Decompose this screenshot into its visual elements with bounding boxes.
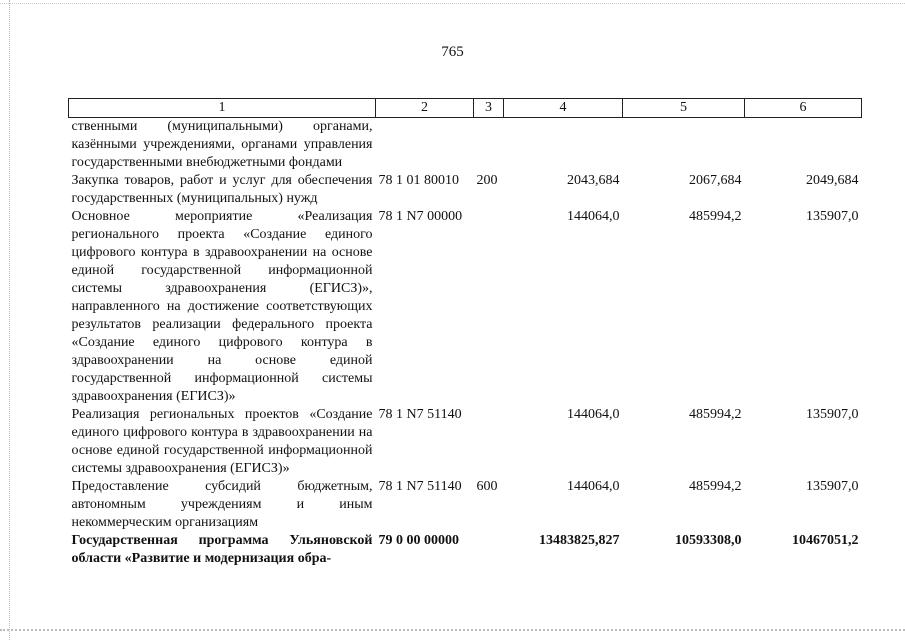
header-col-5: 5 xyxy=(623,99,745,118)
table-row xyxy=(69,478,862,532)
amount-year1-cell: 13483825,827 xyxy=(539,533,620,548)
table-row xyxy=(69,406,862,478)
code-cell: 79 0 00 00000 xyxy=(378,533,459,548)
budget-table xyxy=(68,98,862,568)
header-col-2: 2 xyxy=(376,99,474,118)
table-row xyxy=(69,118,862,173)
header-row xyxy=(69,99,862,118)
amount-year3-cell xyxy=(745,118,862,173)
amount-year3-cell: 135907,0 xyxy=(806,479,859,494)
table-row xyxy=(69,172,862,208)
header-col-1: 1 xyxy=(69,99,376,118)
amount-year2-cell: 2067,684 xyxy=(689,173,742,188)
name-cell: ственными (муниципальными) органами, казёнными учреждениями, органами управления государственными внебюджетными фондами xyxy=(71,119,373,170)
amount-year2-cell: 485994,2 xyxy=(689,479,742,494)
expense-type-cell: 600 xyxy=(476,479,498,494)
code-cell: 78 1 N7 51140 xyxy=(378,407,462,422)
amount-year3-cell: 135907,0 xyxy=(806,209,859,224)
expense-type-cell xyxy=(474,118,504,173)
scan-edge-top xyxy=(0,3,905,4)
amount-year3-cell: 10467051,2 xyxy=(792,533,859,548)
amount-year2-cell: 10593308,0 xyxy=(675,533,742,548)
name-cell: Реализация региональных проектов «Создание единого цифрового контура в здравоохранении на основе единой государственной информационной системы здравоохранения (ЕГИСЗ)» xyxy=(71,407,373,476)
page-number: 765 xyxy=(441,44,464,60)
amount-year1-cell: 144064,0 xyxy=(567,209,620,224)
table-row xyxy=(69,532,862,568)
code-cell: 78 1 N7 51140 xyxy=(378,479,462,494)
header-col-6: 6 xyxy=(745,99,862,118)
amount-year2-cell xyxy=(623,118,745,173)
expense-type-cell xyxy=(474,532,504,568)
name-cell: Закупка товаров, работ и услуг для обеспечения государственных (муниципальных) нужд xyxy=(71,173,373,206)
amount-year3-cell: 2049,684 xyxy=(806,173,859,188)
code-cell: 78 1 01 80010 xyxy=(378,173,459,188)
table-header xyxy=(69,99,862,118)
name-cell: Государственная программа Ульяновской области «Развитие и модернизация обра- xyxy=(71,533,373,566)
amount-year1-cell: 2043,684 xyxy=(567,173,620,188)
amount-year1-cell: 144064,0 xyxy=(567,479,620,494)
code-cell: 78 1 N7 00000 xyxy=(378,209,463,224)
code-cell xyxy=(376,118,474,173)
expense-type-cell xyxy=(474,406,504,478)
scan-edge-bottom xyxy=(0,629,905,631)
expense-type-cell: 200 xyxy=(476,173,498,188)
table-row xyxy=(69,208,862,406)
amount-year2-cell: 485994,2 xyxy=(689,209,742,224)
name-cell: Предоставление субсидий бюджетным, автономным учреждениям и иным некоммерческим организациям xyxy=(71,479,373,530)
amount-year3-cell: 135907,0 xyxy=(806,407,859,422)
amount-year1-cell: 144064,0 xyxy=(567,407,620,422)
header-col-4: 4 xyxy=(504,99,623,118)
scan-edge-left xyxy=(9,0,10,640)
name-cell: Основное мероприятие «Реализация регионального проекта «Создание единого цифрового контура в здравоохранении на основе единой государственной информационной системы здравоохранения (ЕГИСЗ)», направленного на достижение соответствующих результатов реализации федерального проекта «Создание единого цифрового контура в здравоохранении на основе единой государственной информационной системы здравоохранения (ЕГИСЗ)» xyxy=(71,209,373,404)
header-col-3: 3 xyxy=(474,99,504,118)
table-body xyxy=(69,118,862,569)
amount-year1-cell xyxy=(504,118,623,173)
amount-year2-cell: 485994,2 xyxy=(689,407,742,422)
expense-type-cell xyxy=(474,208,504,406)
